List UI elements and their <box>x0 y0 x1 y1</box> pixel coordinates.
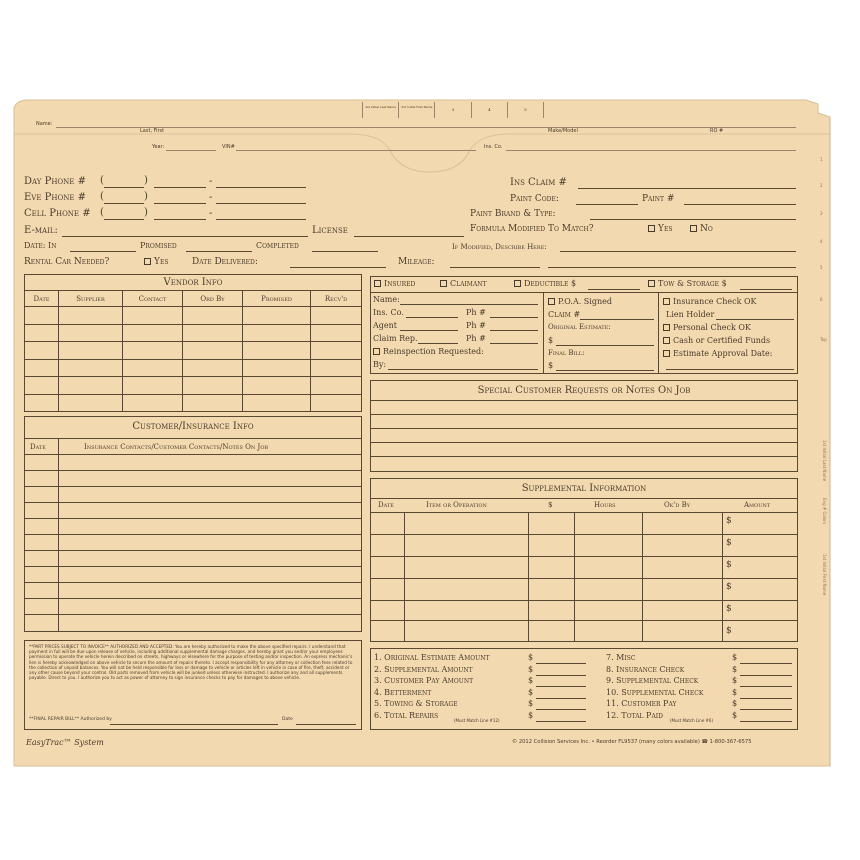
estimate-approval-option[interactable] <box>663 350 772 358</box>
agent-ph-label: Ph # <box>466 321 486 330</box>
modified-line-2[interactable] <box>548 267 796 268</box>
customer-row-line[interactable] <box>24 566 362 567</box>
claim-rep-ph-label: Ph # <box>466 334 486 343</box>
special-line[interactable] <box>370 428 798 429</box>
totals-dollar: $ <box>732 687 738 697</box>
side-tab-label: Eng # Colors <box>822 498 827 525</box>
day-phone-line-1[interactable] <box>154 187 206 188</box>
supp-header-rule <box>370 512 798 513</box>
side-tab-label: Top <box>820 337 827 342</box>
customer-row-line[interactable] <box>24 502 362 503</box>
claim-rep-ph-line[interactable] <box>490 343 538 344</box>
cash-checkbox[interactable] <box>663 337 670 344</box>
supp-amount-dollar: $ <box>726 604 732 614</box>
supp-amount-dollar: $ <box>726 626 732 636</box>
totals-left-label: 5. Towing & Storage <box>374 699 458 709</box>
day-phone-area-line[interactable] <box>104 187 144 188</box>
vendor-table <box>24 290 362 412</box>
claimant-label: Claimant <box>450 279 487 288</box>
rental-yes-label: Yes <box>154 257 169 267</box>
agent-label: Agent <box>373 321 397 330</box>
tab-slot: 1st Initial Last Name <box>362 102 398 118</box>
totals-right-label: 7. Misc <box>606 653 636 662</box>
customer-row-line[interactable] <box>24 454 362 455</box>
paren-open: ( <box>100 175 104 186</box>
total-paid-note: (Must Match Line #6) <box>670 718 714 723</box>
vendor-header-row <box>25 291 362 307</box>
tab-ins-co: Ins. Co. <box>484 144 503 150</box>
totals-left-label: 4. Betterment <box>374 687 432 697</box>
totals-left-label: 6. Total Repairs <box>374 711 439 720</box>
insurance-divider-1 <box>543 292 544 374</box>
authorization-date-line[interactable] <box>296 724 356 725</box>
vendor-col-contact: Contact <box>123 291 183 307</box>
paren-close: ) <box>144 175 148 186</box>
paint-brand-label: Paint Brand & Type: <box>470 209 556 219</box>
license-label: License <box>312 225 348 236</box>
estimate-approval-label: Estimate Approval Date: <box>673 349 773 358</box>
supp-col-divider <box>404 512 405 642</box>
side-tab-label: 3 <box>820 211 823 216</box>
eve-phone-label: Eve Phone # <box>24 192 87 203</box>
customer-row-line[interactable] <box>24 614 362 615</box>
supp-col-dollar: $ <box>548 501 553 509</box>
tab-year: Year: <box>152 144 165 150</box>
totals-amount-line[interactable] <box>740 709 792 710</box>
special-line[interactable] <box>370 414 798 415</box>
cell-phone-area-line[interactable] <box>104 219 144 220</box>
tab-year-line <box>166 150 216 151</box>
personal-check-checkbox[interactable] <box>663 324 670 331</box>
ins-check-ok-checkbox[interactable] <box>663 298 670 305</box>
totals-dollar: $ <box>528 687 534 697</box>
claim-no-label: Claim # <box>548 310 581 319</box>
totals-right-label: 8. Insurance Check <box>606 664 685 674</box>
tab-slot: 4 <box>471 102 507 118</box>
ins-co-ph-line[interactable] <box>490 317 538 318</box>
tow-line[interactable] <box>740 289 792 290</box>
customer-col-notes: Insurance Contacts/Customer Contacts/Notes On Job <box>84 443 269 451</box>
table-row[interactable] <box>25 324 362 342</box>
dash: - <box>209 192 213 203</box>
ins-co-label: Ins. Co. <box>373 308 404 317</box>
tab-last-first: Last, First <box>140 128 165 134</box>
totals-left-label: 3. Customer Pay Amount <box>374 676 474 686</box>
cash-label: Cash or Certified Funds <box>673 336 771 345</box>
rental-label: Rental Car Needed? <box>24 257 110 267</box>
customer-title-rule <box>24 438 362 439</box>
totals-right-label: 12. Total Paid <box>606 711 663 720</box>
vendor-col-ord-by: Ord By <box>183 291 243 307</box>
paren-open: ( <box>100 207 104 218</box>
totals-left-label: 1. Original Estimate Amount <box>374 653 490 662</box>
deductible-label: Deductible $ <box>524 279 577 288</box>
claimant-option[interactable] <box>440 280 487 288</box>
table-row[interactable] <box>25 307 362 325</box>
tow-option[interactable] <box>648 280 727 288</box>
claim-no-line[interactable] <box>580 319 654 320</box>
paint-code-line[interactable] <box>576 204 638 205</box>
claim-rep-label: Claim Rep. <box>373 334 418 343</box>
mileage-line[interactable] <box>450 267 540 268</box>
mileage-label: Mileage: <box>398 257 435 267</box>
cell-phone-line-1[interactable] <box>154 219 206 220</box>
tab-make-model: Make/Model <box>548 128 578 134</box>
customer-row-line[interactable] <box>24 550 362 551</box>
signature-line[interactable] <box>110 724 278 725</box>
supp-col-item: Item or Operation <box>426 501 487 509</box>
formula-no-label: No <box>700 224 713 234</box>
supp-col-date: Date <box>378 501 394 509</box>
tab-slot: 5 <box>507 102 544 118</box>
dash: - <box>209 208 213 219</box>
day-phone-line-2[interactable] <box>216 187 306 188</box>
customer-col-date: Date <box>30 443 46 451</box>
supp-row-line[interactable] <box>370 620 798 621</box>
ins-check-ok-option[interactable] <box>663 298 757 306</box>
supp-col-divider <box>722 512 723 642</box>
lien-holder-label: Lien Holder <box>666 310 715 319</box>
cash-option[interactable] <box>663 337 770 345</box>
totals-right-label: 11. Customer Pay <box>606 699 677 709</box>
final-bill-label: Final Bill: <box>548 349 585 357</box>
supp-col-okd-by: Ok'd By <box>664 501 691 509</box>
tab-slot: 3 <box>434 102 470 118</box>
totals-right-label: 9. Supplemental Check <box>606 676 699 686</box>
deductible-option[interactable] <box>514 280 576 288</box>
customer-row-line[interactable] <box>24 470 362 471</box>
tab-vin-line <box>236 150 476 151</box>
side-tab-label: 4 <box>820 239 823 244</box>
side-tab-label: 1 <box>820 157 823 162</box>
totals-dollar: $ <box>732 653 738 662</box>
ins-co-ph-label: Ph # <box>466 308 486 317</box>
customer-row-line[interactable] <box>24 598 362 599</box>
side-tab-label: 1st Initial Last Name <box>822 440 827 482</box>
promised-label: Promised <box>140 241 177 250</box>
paren-close: ) <box>144 191 148 202</box>
final-bill-line[interactable] <box>556 370 654 371</box>
orig-est-dollar: $ <box>548 336 554 345</box>
tab-slot: 3rd Initial First Name <box>398 102 434 118</box>
supp-col-amount: Amount <box>744 501 771 509</box>
tow-label: Tow & Storage $ <box>658 279 727 288</box>
totals-dollar: $ <box>528 664 534 674</box>
side-tab-label: 2 <box>820 183 823 188</box>
eve-phone-line-2[interactable] <box>216 203 306 204</box>
insured-checkbox[interactable] <box>374 280 381 287</box>
customer-row-line[interactable] <box>24 582 362 583</box>
vendor-col-recvd: Recv'd <box>311 291 362 307</box>
estimate-approval-checkbox[interactable] <box>663 350 670 357</box>
supp-row-line[interactable] <box>370 556 798 557</box>
tab-slots <box>362 102 544 118</box>
rental-yes-checkbox[interactable] <box>144 258 151 265</box>
totals-amount-line[interactable] <box>740 686 792 687</box>
ins-name-label: Name: <box>373 295 400 304</box>
copyright-label: © 2012 Collision Services Inc. • Reorder FL9537 (many colors available) ☎ 1-800-367-6575 <box>512 739 752 745</box>
orig-est-label: Original Estimate: <box>548 323 611 331</box>
totals-amount-line[interactable] <box>536 663 586 664</box>
totals-dollar: $ <box>732 699 738 709</box>
paren-open: ( <box>100 191 104 202</box>
authorization-date-label: Date <box>282 717 293 722</box>
insured-option[interactable] <box>374 280 415 288</box>
insured-label: Insured <box>384 279 416 288</box>
poa-option[interactable] <box>548 298 612 306</box>
table-row[interactable] <box>25 394 362 412</box>
date-in-line[interactable] <box>70 251 136 252</box>
totals-dollar: $ <box>732 676 738 686</box>
totals-dollar: $ <box>732 711 738 720</box>
if-modified-label: If Modified, Describe Here: <box>452 243 547 251</box>
customer-row-line[interactable] <box>24 486 362 487</box>
totals-amount-line[interactable] <box>536 675 586 676</box>
side-tab-label: 6 <box>820 297 823 302</box>
totals-amount-line[interactable] <box>536 709 586 710</box>
side-tab-label: 5 <box>820 265 823 270</box>
supplemental-title: Supplemental Information <box>521 483 647 494</box>
supp-amount-dollar: $ <box>726 560 732 570</box>
formula-yes-label: Yes <box>658 224 673 234</box>
email-label: E-mail: <box>24 225 58 236</box>
deductible-checkbox[interactable] <box>514 280 521 287</box>
supplemental-title-rule <box>370 498 798 499</box>
formula-yes-checkbox[interactable] <box>648 225 655 232</box>
side-tab-label: 1st Initial First Name <box>822 554 827 596</box>
supp-row-line[interactable] <box>370 534 798 535</box>
reinspection-checkbox[interactable] <box>373 348 380 355</box>
special-requests-title: Special Customer Requests or Notes On Job <box>477 385 691 396</box>
deductible-line[interactable] <box>588 289 640 290</box>
supp-row-line[interactable] <box>370 600 798 601</box>
formula-no-checkbox[interactable] <box>690 225 697 232</box>
supp-row-line[interactable] <box>370 578 798 579</box>
totals-dollar: $ <box>732 664 738 674</box>
eve-phone-area-line[interactable] <box>104 203 144 204</box>
supp-amount-dollar: $ <box>726 516 732 526</box>
formula-no[interactable] <box>690 225 713 234</box>
date-in-label: Date: In <box>24 241 57 250</box>
special-line[interactable] <box>370 442 798 443</box>
table-row[interactable] <box>25 377 362 395</box>
ins-claim-line[interactable] <box>578 188 796 189</box>
totals-amount-line[interactable] <box>740 663 792 664</box>
customer-row-line[interactable] <box>24 518 362 519</box>
personal-check-label: Personal Check OK <box>673 323 751 332</box>
paint-no-label: Paint # <box>642 194 675 204</box>
completed-label: Completed <box>256 241 299 250</box>
vendor-col-promised: Promised <box>243 291 311 307</box>
totals-dollar: $ <box>528 653 534 662</box>
supp-col-divider <box>642 512 643 642</box>
claimant-checkbox[interactable] <box>440 280 447 287</box>
supp-amount-dollar: $ <box>726 582 732 592</box>
insurance-row-rule <box>370 292 798 293</box>
tab-name-label: Name: <box>36 121 53 127</box>
special-title-rule <box>370 400 798 401</box>
agent-line[interactable] <box>400 330 458 331</box>
poa-checkbox[interactable] <box>548 298 555 305</box>
tab-vin: VIN# <box>222 144 235 150</box>
totals-dollar: $ <box>528 699 534 709</box>
supp-col-divider <box>528 512 529 642</box>
if-modified-line[interactable] <box>560 251 796 252</box>
table-row[interactable] <box>25 359 362 377</box>
totals-dollar: $ <box>528 711 534 720</box>
orig-est-line[interactable] <box>556 345 654 346</box>
totals-amount-line[interactable] <box>536 698 586 699</box>
supp-amount-dollar: $ <box>726 538 732 548</box>
ins-claim-label: Ins Claim # <box>510 177 567 188</box>
final-bill-dollar: $ <box>548 361 554 370</box>
tab-name-line <box>56 127 796 128</box>
totals-left-label: 2. Supplemental Amount <box>374 664 473 674</box>
special-line[interactable] <box>370 456 798 457</box>
paren-close: ) <box>144 207 148 218</box>
eve-phone-line-1[interactable] <box>154 203 206 204</box>
totals-right-label: 10. Supplemental Check <box>606 687 704 697</box>
ins-name-line[interactable] <box>400 304 538 305</box>
completed-line[interactable] <box>312 251 378 252</box>
table-row[interactable] <box>25 342 362 360</box>
totals-amount-line[interactable] <box>536 686 586 687</box>
formula-yes[interactable] <box>648 225 672 234</box>
tab-ins-co-line <box>506 150 796 151</box>
paint-no-line[interactable] <box>684 204 796 205</box>
insurance-divider-2 <box>658 292 659 374</box>
rental-yes[interactable] <box>144 258 168 267</box>
ins-check-ok-label: Insurance Check OK <box>673 297 757 306</box>
paint-brand-line[interactable] <box>590 219 796 220</box>
paint-code-label: Paint Code: <box>510 194 559 204</box>
brand-label: EasyTrac™ System <box>26 738 104 747</box>
authorization-text: **PART PRICES SUBJECT TO INVOICE** AUTHORIZED AND ACCEPTED: You are hereby authorized to make the above specified repairs. I understand that payment in full will be due upon release of vehicle, including additional supplemental damage charges, and hereby grant you and/or your employees permission to operate the vehicle herein described on streets, highways or elsewhere for the purpose of testing and/or inspection. An express mechanic's lien is hereby acknowledged on above vehicle to secure the amount of repairs thereto. I accept responsibility for any attorney or collection fees related to the collection of unpaid balances. You will not be held responsible for loss or damage to vehicle or articles left in vehicle in case of fire, theft, accident or any other cause beyond your control. Old parts removed from vehicle will be junked unless otherwise instructed. I authorize any and all supplements payable. Direct to you. I authorize you to act as power of attorney to sign insurance checks to pay for damages to above vehicle. <box>29 644 353 681</box>
date-delivered-line[interactable] <box>290 267 386 268</box>
reinspection-label: Reinspection Requested: <box>383 347 484 356</box>
by-label: By: <box>373 360 387 369</box>
reinspection-option[interactable] <box>373 348 484 356</box>
total-repairs-note: (Must Match Line #12) <box>454 718 500 723</box>
lien-holder-line[interactable] <box>716 319 794 320</box>
final-bill-authorized-label: **FINAL REPAIR BILL** Authorized by <box>29 717 112 722</box>
promised-line[interactable] <box>186 251 252 252</box>
customer-info-title: Customer/Insurance Info <box>132 421 254 432</box>
agent-ph-line[interactable] <box>490 330 538 331</box>
supp-col-divider <box>574 512 575 642</box>
vendor-col-date: Date <box>25 291 59 307</box>
totals-amount-line[interactable] <box>740 721 792 722</box>
totals-amount-line[interactable] <box>740 675 792 676</box>
dash: - <box>209 176 213 187</box>
vendor-col-supplier: Supplier <box>59 291 123 307</box>
tow-checkbox[interactable] <box>648 280 655 287</box>
personal-check-option[interactable] <box>663 324 751 332</box>
totals-amount-line[interactable] <box>536 721 586 722</box>
totals-amount-line[interactable] <box>740 698 792 699</box>
claim-rep-line[interactable] <box>418 343 458 344</box>
tab-ro: RO # <box>710 128 724 134</box>
poa-label: P.O.A. Signed <box>558 297 612 306</box>
email-line[interactable] <box>62 236 308 237</box>
license-line[interactable] <box>354 236 464 237</box>
totals-dollar: $ <box>528 676 534 686</box>
day-phone-label: Day Phone # <box>24 176 86 187</box>
ins-co-line[interactable] <box>406 317 458 318</box>
date-delivered-label: Date Delivered: <box>192 257 258 267</box>
cell-phone-label: Cell Phone # <box>24 208 91 219</box>
customer-row-line[interactable] <box>24 534 362 535</box>
formula-label: Formula Modified To Match? <box>470 224 594 234</box>
vendor-info-title: Vendor Info <box>163 277 223 288</box>
by-line[interactable] <box>388 369 538 370</box>
estimate-approval-line[interactable] <box>666 369 794 370</box>
supp-col-hours: Hours <box>594 501 616 509</box>
cell-phone-line-2[interactable] <box>216 219 306 220</box>
customer-col-divider <box>58 438 59 632</box>
